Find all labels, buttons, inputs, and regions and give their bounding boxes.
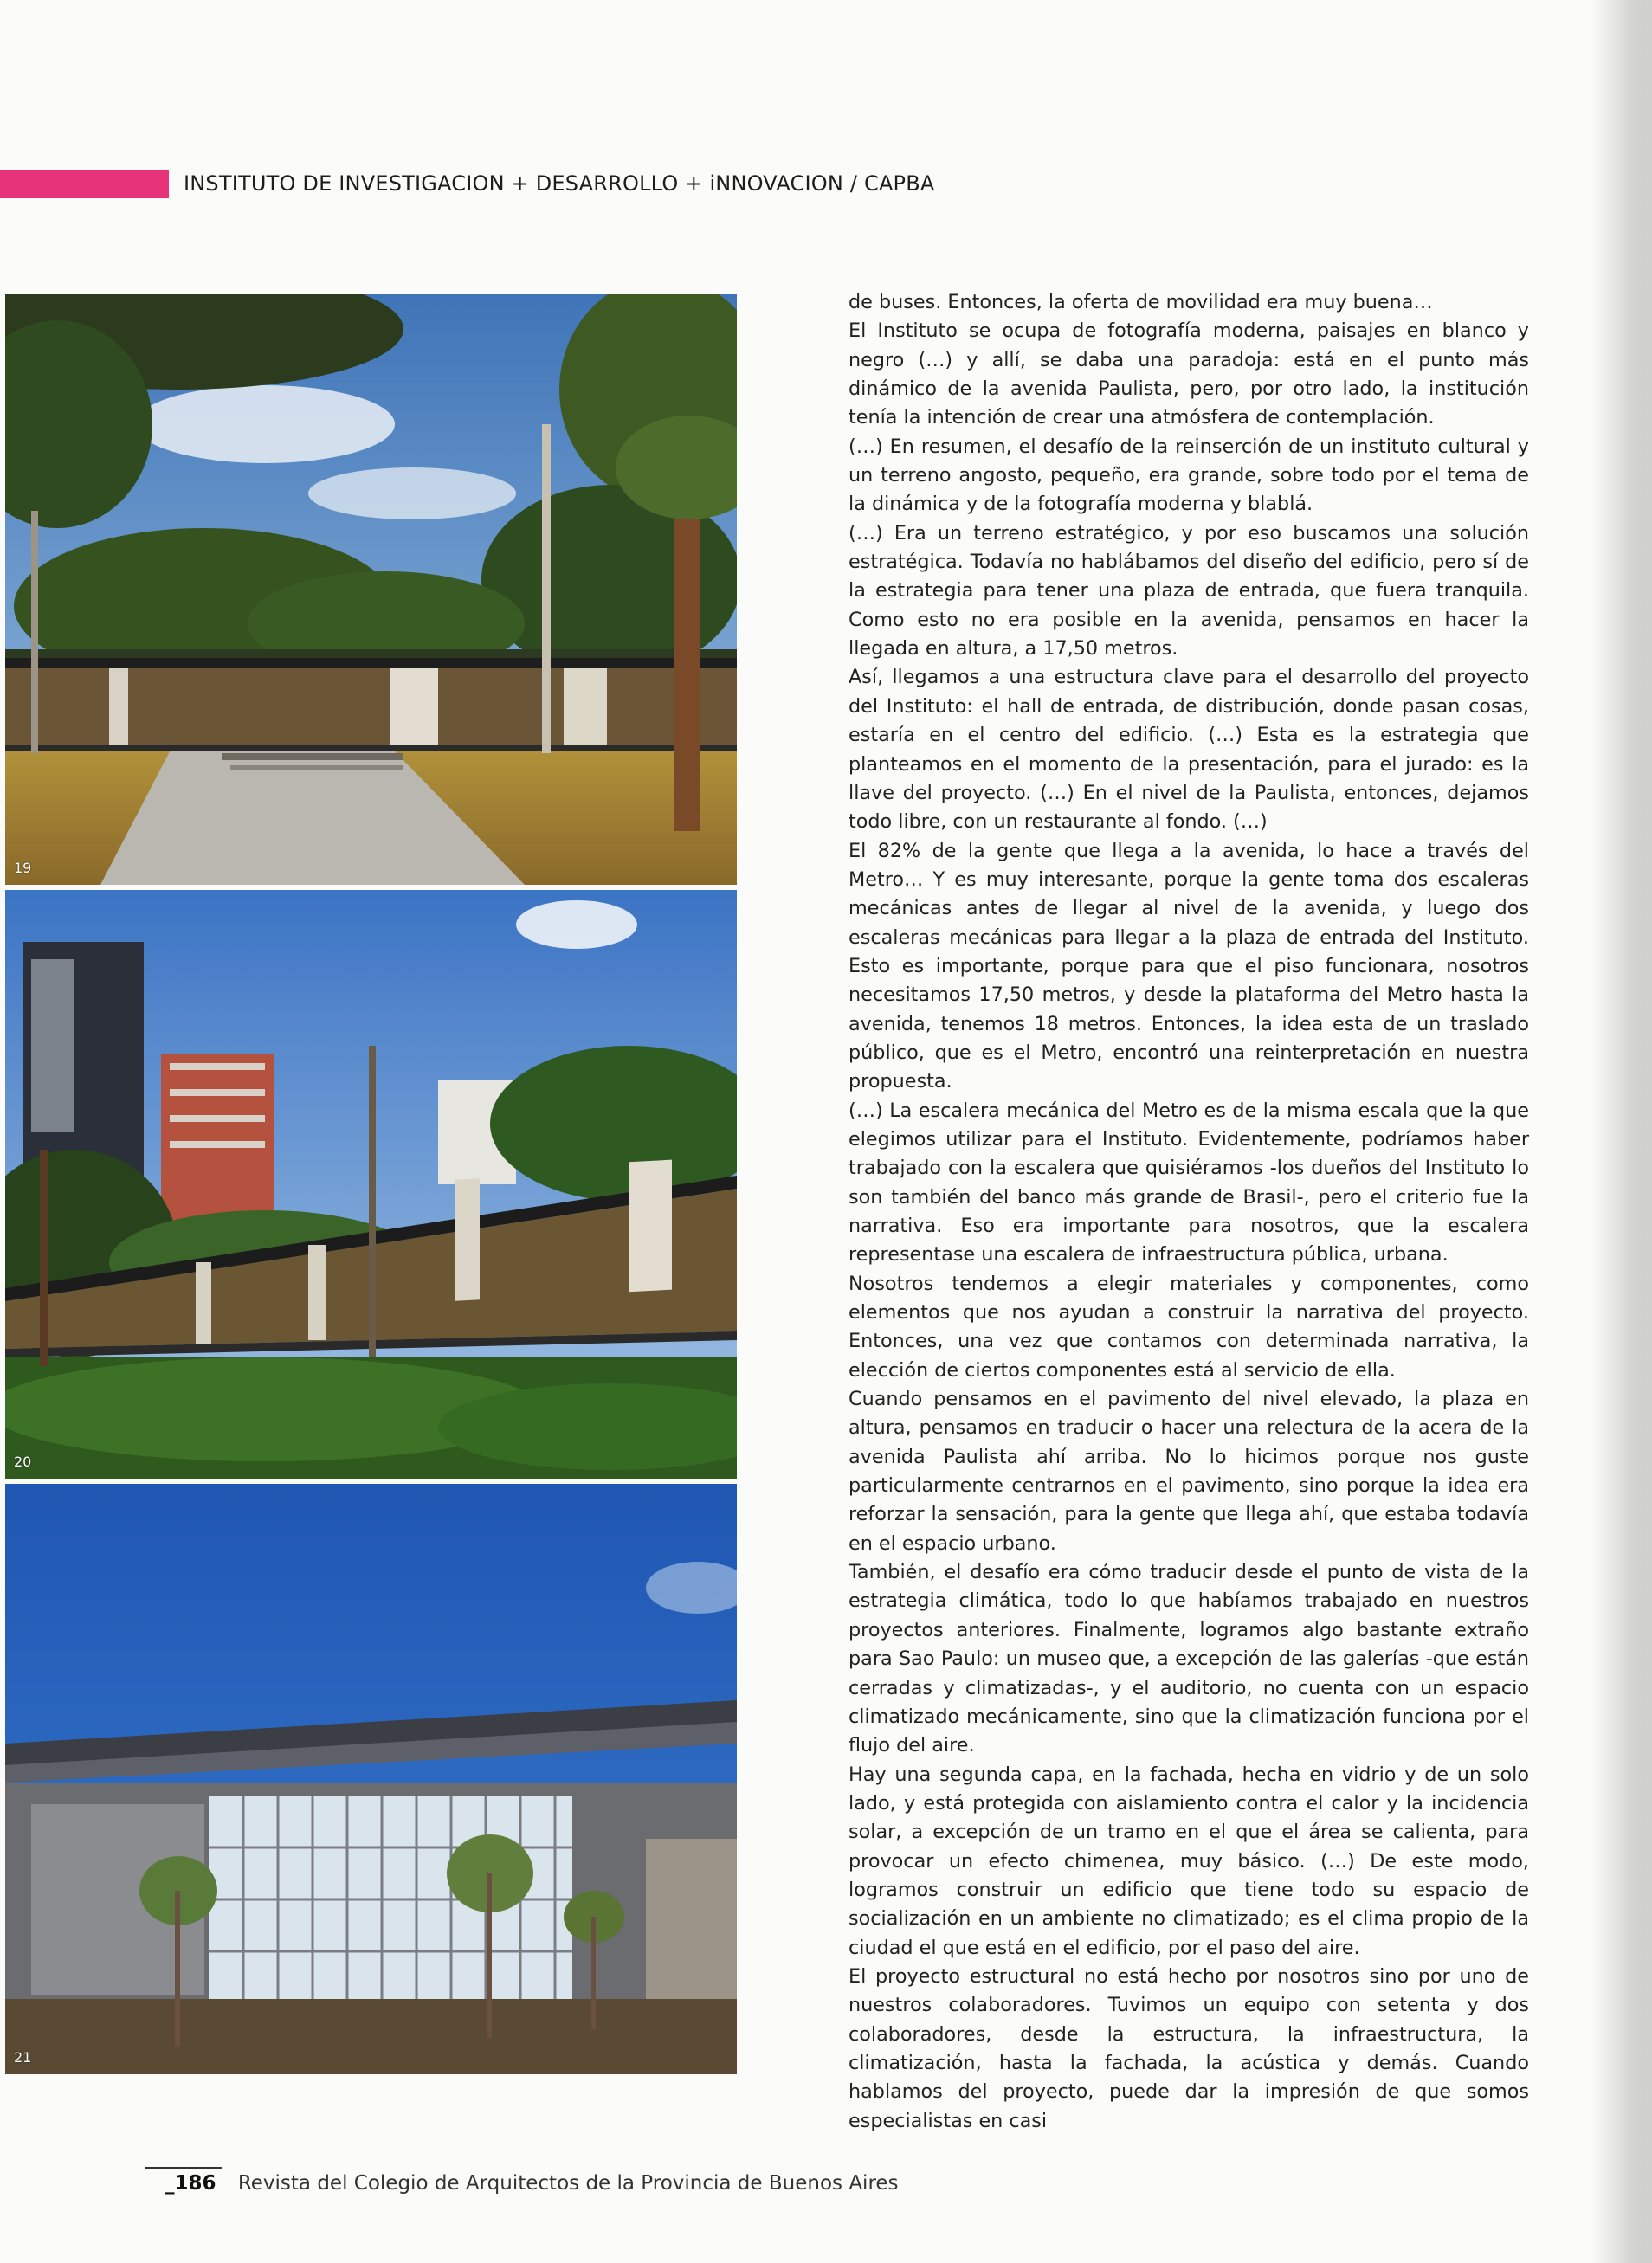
article-body — [849, 288, 1529, 2136]
photo-20-image — [5, 890, 737, 1479]
article-paragraph: El 82% de la gente que llega a la avenida, lo hace a través del Metro… Y es muy interesante, porque la gente toma dos escaleras mecánicas antes de llegar al nivel de la avenida, y luego dos escaleras mecánicas para llegar a la plaza de entrada del Instituto. Esto es importante, porque para que el piso funcionara, nosotros necesitamos 17,50 metros, y desde la plataforma del Metro hasta la avenida, tenemos 18 metros. Entonces, la idea esta de un traslado público, que es el Metro, encontró una reinterpretación en nuestra propuesta. — [849, 839, 1529, 1093]
section-title: INSTITUTO DE INVESTIGACION + DESARROLLO + iNNOVACION / CAPBA — [184, 171, 935, 196]
section-accent-bar — [0, 170, 169, 198]
page-footer — [165, 2166, 899, 2201]
photo-number-21: 21 — [14, 2049, 32, 2066]
article-paragraph: Así, llegamos a una estructura clave para el desarrollo del proyecto del Instituto: el hall de entrada, de distribución, donde pasan cosas, estaría en el centro del edificio. (…) Esta es la estrategia que planteamos en el momento de la presentación, para el jurado: es la llave del proyecto. (…) En el nivel de la Paulista, entonces, dejamos todo libre, con un restaurante al fondo. (…) — [849, 666, 1529, 834]
photo-number-19: 19 — [14, 860, 32, 876]
page-edge-shadow — [1591, 0, 1652, 2263]
article-paragraph: El proyecto estructural no está hecho por nosotros sino por uno de nuestros colaboradores. Tuvimos un equipo con setenta y dos colaboradores, desde la estructura, la infraestructura, la climatización, hasta la fachada, la acústica y demás. Cuando hablamos del proyecto, puede dar la impresión de que somos especialistas en casi — [849, 1964, 1529, 2132]
photo-19 — [5, 294, 737, 885]
article-paragraph: El Instituto se ocupa de fotografía moderna, paisajes en blanco y negro (…) y allí, se daba una paradoja: está en el punto más dinámico de la avenida Paulista, pero, por otro lado, la institución tenía la intención de crear una atmósfera de contemplación. — [849, 319, 1529, 429]
article-paragraph: (…) En resumen, el desafío de la reinserción de un instituto cultural y un terreno angosto, pequeño, era grande, sobre todo por el tema de la dinámica y de la fotografía moderna y blablá. — [849, 435, 1529, 516]
article-paragraph: Cuando pensamos en el pavimento del nivel elevado, la plaza en altura, pensamos en traducir o hacer una relectura de la acera de la avenida Paulista ahí arriba. No lo hicimos porque nos guste particularmente centrarnos en el pavimento, sino porque la idea era reforzar la sensación, para la gente que llega ahí, que estaba todavía en el espacio urbano. — [849, 1388, 1529, 1555]
publication-name: Revista del Colegio de Arquitectos de la Provincia de Buenos Aires — [237, 2172, 899, 2195]
article-paragraph: También, el desafío era cómo traducir desde el punto de vista de la estrategia climática, todo lo que habíamos trabajado en nuestros proyectos anteriores. Finalmente, logramos algo bastante extraño para Sao Paulo: un museo que, a excepción de las galerías -que están cerradas y climatizadas-, y el auditorio, no cuenta con un espacio climatizado mecánicamente, sino que la climatización funciona por el flujo del aire. — [849, 1561, 1529, 1757]
article-paragraph: (…) Era un terreno estratégico, y por eso buscamos una solución estratégica. Todavía no hablábamos del diseño del edificio, pero sí de la estrategia para tener una plaza de entrada, que fuera tranquila. Como esto no era posible en la avenida, pensamos en hacer la llegada en altura, a 17,50 metros. — [849, 521, 1529, 661]
photo-21-image — [5, 1484, 737, 2074]
article-paragraph: de buses. Entonces, la oferta de movilidad era muy buena… — [849, 291, 1433, 313]
photo-number-20: 20 — [14, 1454, 32, 1470]
article-paragraph: (…) La escalera mecánica del Metro es de la misma escala que la que elegimos utilizar para el Instituto. Evidentemente, podríamos haber trabajado con la escalera que quisiéramos -los dueños del Instituto lo son también del banco más grande de Brasil-, pero el criterio fue la narrativa. Eso era importante para nosotros, que la escalera representase una escalera de infraestructura pública, urbana. — [849, 1099, 1529, 1267]
photo-20 — [5, 890, 737, 1479]
photo-19-image — [5, 294, 737, 885]
photo-21 — [5, 1484, 737, 2074]
page-number: _186 — [165, 2172, 216, 2195]
article-paragraph: Nosotros tendemos a elegir materiales y componentes, como elementos que nos ayudan a construir la narrativa del proyecto. Entonces, una vez que contamos con determinada narrativa, la elección de ciertos componentes está al servicio de ella. — [849, 1272, 1529, 1382]
article-paragraph: Hay una segunda capa, en la fachada, hecha en vidrio y de un solo lado, y está protegida con aislamiento contra el calor y la incidencia solar, a excepción de un tramo en el que el área se calienta, para provocar un efecto chimenea, muy básico. (…) De este modo, logramos construir un edificio que tiene todo su espacio de socialización en un ambiente no climatizado; es el clima propio de la ciudad el que está en el edificio, por el paso del aire. — [849, 1763, 1529, 1959]
